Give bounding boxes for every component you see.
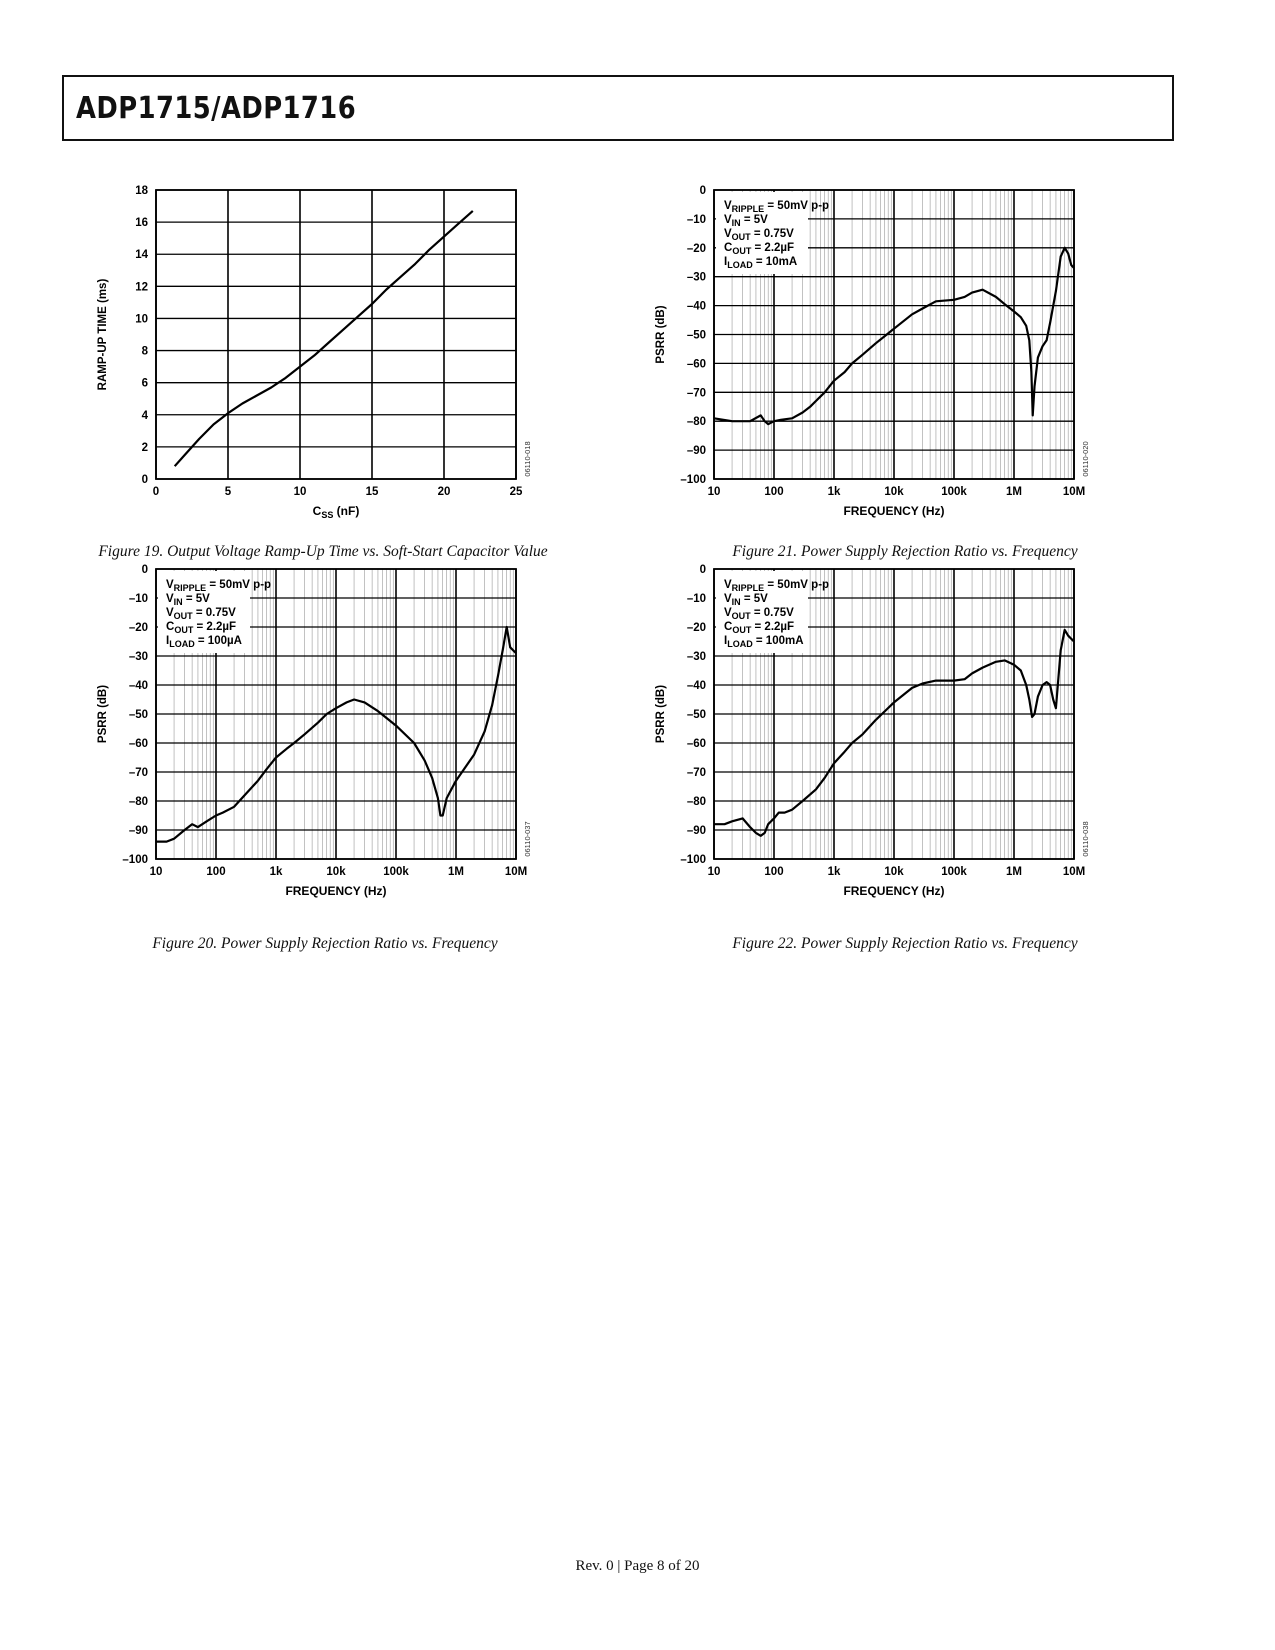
y-tick-label: 0 (141, 474, 148, 486)
legend-line: $C_{OUT} = 2.2\mu F$ (724, 242, 795, 256)
y-tick-label: 4 (141, 409, 148, 422)
x-axis-label: FREQUENCY (Hz) (843, 504, 945, 518)
x-tick-label: 10 (707, 486, 721, 498)
y-tick-label: –50 (686, 329, 706, 342)
legend-line: $C_{OUT} = 2.2\mu F$ (724, 621, 795, 635)
legend-line: $C_{OUT} = 2.2\mu F$ (166, 621, 237, 635)
legend-line: $V_{IN} = 5V$ (166, 593, 210, 607)
y-tick-label: 12 (135, 281, 148, 294)
y-tick-label: 2 (141, 441, 148, 454)
legend-line: $V_{OUT} = 0.75V$ (724, 607, 794, 621)
y-tick-label: –40 (686, 300, 706, 313)
y-tick-label: –40 (128, 680, 148, 692)
y-tick-label: –80 (128, 796, 148, 808)
x-tick-label: 1k (269, 866, 283, 878)
y-tick-label: –90 (686, 825, 706, 837)
y-tick-label: –60 (686, 738, 706, 750)
legend-line: $V_{IN} = 5V$ (724, 593, 768, 607)
x-tick-label: 25 (509, 486, 523, 498)
y-tick-label: –100 (680, 854, 706, 866)
x-tick-label: 100k (941, 866, 967, 878)
y-tick-label: –100 (122, 854, 148, 866)
figure-code: 06110-037 (523, 821, 532, 857)
x-tick-label: 1M (1006, 866, 1022, 878)
y-tick-label: –10 (686, 593, 706, 605)
legend (716, 571, 829, 653)
x-axis-label: FREQUENCY (Hz) (285, 884, 387, 898)
y-tick-label: 0 (141, 564, 148, 576)
y-tick-label: –10 (128, 593, 148, 605)
legend-line: $V_{RIPPLE} = 50mV$ p-p (724, 200, 830, 214)
y-tick-label: –40 (686, 680, 706, 692)
y-tick-label: –70 (686, 767, 706, 779)
x-tick-label: 100 (764, 486, 784, 498)
y-tick-label: –20 (686, 242, 706, 255)
x-tick-label: 10k (884, 866, 904, 878)
x-tick-label: 10M (1062, 866, 1086, 878)
y-tick-label: –80 (686, 416, 706, 429)
legend-line: $I_{LOAD} = 100mA$ (724, 635, 804, 649)
y-tick-label: 16 (135, 217, 148, 230)
y-axis-label: PSRR (dB) (655, 305, 667, 364)
y-tick-label: –30 (686, 271, 706, 284)
figure-19-caption: Figure 19. Output Voltage Ramp-Up Time vs. Soft-Start Capacitor Value (98, 543, 548, 560)
x-tick-label: 100 (764, 866, 784, 878)
legend-line: $V_{RIPPLE} = 50mV$ p-p (724, 579, 830, 593)
x-tick-label: 5 (224, 486, 232, 498)
x-tick-label: 0 (152, 486, 160, 498)
x-tick-label: 10k (884, 486, 904, 498)
legend-line: $V_{OUT} = 0.75V$ (724, 228, 794, 242)
x-tick-label: 100 (206, 866, 226, 878)
x-tick-label: 15 (365, 486, 379, 498)
y-axis-label: RAMP-UP TIME (ms) (97, 278, 109, 391)
x-tick-label: 10M (504, 866, 528, 878)
y-tick-label: –80 (686, 796, 706, 808)
y-tick-label: –50 (128, 709, 148, 721)
legend-line: $V_{RIPPLE} = 50mV$ p-p (166, 579, 272, 593)
legend-line: $V_{IN} = 5V$ (724, 214, 768, 228)
legend-line: $V_{OUT} = 0.75V$ (166, 607, 236, 621)
y-tick-label: –90 (686, 445, 706, 458)
y-tick-label: –30 (686, 651, 706, 663)
x-tick-label: 10 (707, 866, 721, 878)
legend-line: $I_{LOAD} = 10mA$ (724, 256, 798, 270)
y-tick-label: 0 (699, 185, 706, 197)
y-tick-label: –100 (680, 474, 706, 486)
figure-21-caption: Figure 21. Power Supply Rejection Ratio vs. Frequency (732, 543, 1078, 560)
page-title: ADP1715/ADP1716 (76, 91, 357, 126)
y-tick-label: –20 (686, 622, 706, 634)
x-tick-label: 10k (326, 866, 346, 878)
y-tick-label: –60 (686, 358, 706, 371)
y-axis-label: PSRR (dB) (97, 684, 109, 744)
legend-line: $I_{LOAD} = 100\mu A$ (166, 635, 242, 649)
x-tick-label: 20 (437, 486, 451, 498)
x-tick-label: 10 (149, 866, 163, 878)
x-tick-label: 1M (1006, 486, 1022, 498)
y-tick-label: –30 (128, 651, 148, 663)
y-tick-label: 6 (141, 377, 148, 390)
x-tick-label: 10M (1062, 486, 1086, 498)
x-tick-label: 100k (383, 866, 409, 878)
y-tick-label: 8 (141, 345, 148, 358)
y-tick-label: 0 (699, 564, 706, 576)
y-tick-label: 18 (135, 185, 148, 197)
y-tick-label: –10 (686, 213, 706, 226)
x-tick-label: 1M (448, 866, 464, 878)
figure-code: 06110-038 (1081, 821, 1090, 857)
y-tick-label: –70 (128, 767, 148, 779)
y-tick-label: –90 (128, 825, 148, 837)
figure-22-caption: Figure 22. Power Supply Rejection Ratio vs. Frequency (732, 935, 1078, 952)
figure-20-caption: Figure 20. Power Supply Rejection Ratio vs. Frequency (152, 935, 498, 952)
page-footer: Rev. 0 | Page 8 of 20 (575, 1558, 700, 1574)
x-tick-label: 10 (293, 486, 307, 498)
y-tick-label: –70 (686, 387, 706, 400)
y-tick-label: –20 (128, 622, 148, 634)
y-axis-label: PSRR (dB) (655, 684, 667, 744)
x-tick-label: 100k (941, 486, 967, 498)
x-tick-label: 1k (827, 486, 841, 498)
y-tick-label: –50 (686, 709, 706, 721)
x-axis-label: FREQUENCY (Hz) (843, 884, 945, 898)
x-tick-label: 1k (827, 866, 841, 878)
figure-code: 06110-018 (523, 441, 532, 477)
figure-code: 06110-020 (1081, 441, 1090, 477)
x-axis-label: $C_{SS}$ (nF) (312, 504, 360, 520)
y-tick-label: 14 (135, 249, 148, 262)
y-tick-label: –60 (128, 738, 148, 750)
y-tick-label: 10 (135, 313, 148, 326)
